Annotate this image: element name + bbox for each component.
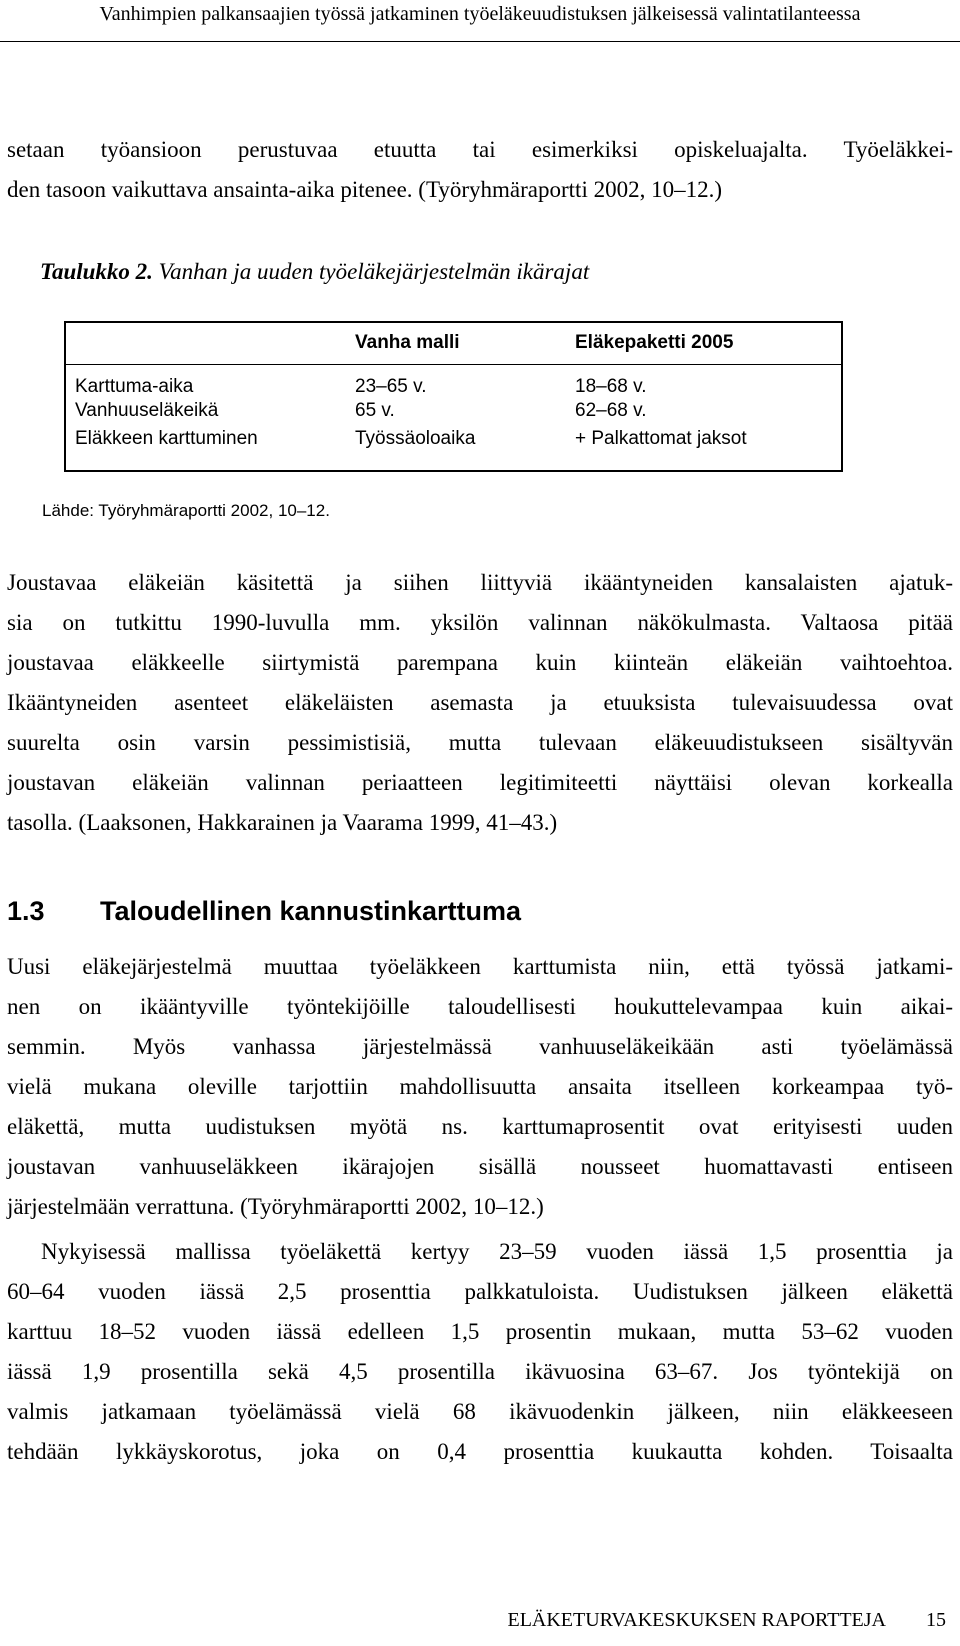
paragraph [7,1232,953,1472]
paragraph [7,947,953,1227]
text-line: joustavaa eläkkeelle siirtymistä parempana kuin kiinteän eläkeiän vaihtoehtoa. [7,650,953,675]
text-line: setaan työansioon perustuvaa etuutta tai esimerkiksi opiskeluajalta. Työeläkkei- [7,137,953,162]
section-heading [7,893,521,929]
page-number: 15 [926,1609,946,1631]
text-line: suurelta osin varsin pessimistisiä, mutta tulevaan eläkeuudistukseen sisältyvän [7,730,953,755]
table-header-rule [66,364,841,365]
text-line: valmis jatkamaan työelämässä vielä 68 ikävuodenkin jälkeen, niin eläkkeeseen [7,1399,953,1424]
text-line: Uusi eläkejärjestelmä muuttaa työeläkkeen karttumista niin, että työssä jatkami- [7,954,953,979]
text-line: 60–64 vuoden iässä 2,5 prosenttia palkkatuloista. Uudistuksen jälkeen eläkettä [7,1279,953,1304]
cell-old-value: 65 v. [355,400,395,421]
age-limits-table [64,321,843,472]
table-source: Lähde: Työryhmäraportti 2002, 10–12. [42,501,330,520]
text-line: vielä mukana oleville tarjottiin mahdollisuutta ansaita itselleen korkeampaa työ- [7,1074,953,1099]
paragraph [7,563,953,843]
publication-name: ELÄKETURVAKESKUKSEN RAPORTTEJA [507,1609,886,1631]
text-line: Nykyisessä mallissa työeläkettä kertyy 23–59 vuoden iässä 1,5 prosenttia ja [41,1239,953,1264]
text-line: iässä 1,9 prosentilla sekä 4,5 prosentilla ikävuosina 63–67. Jos työntekijä on [7,1359,953,1384]
column-header-pension-package-2005: Eläkepaketti 2005 [575,332,734,353]
text-line: den tasoon vaikuttava ansainta-aika pitenee. (Työryhmäraportti 2002, 10–12.) [7,177,722,202]
cell-new-value: 18–68 v. [575,376,647,397]
table-caption-title: Vanhan ja uuden työeläkejärjestelmän ikärajat [158,259,590,284]
text-line: Joustavaa eläkeiän käsitettä ja siihen liittyviä ikääntyneiden kansalaisten ajatuk- [7,570,953,595]
cell-new-value: + Palkattomat jaksot [575,428,747,449]
cell-old-value: Työssäoloaika [355,428,476,449]
text-line: tasolla. (Laaksonen, Hakkarainen ja Vaarama 1999, 41–43.) [7,810,558,835]
text-line: järjestelmään verrattuna. (Työryhmäraportti 2002, 10–12.) [7,1194,544,1219]
intro-paragraph [7,130,953,210]
text-line: joustavan vanhuuseläkkeen ikärajojen sisällä nousseet huomattavasti entiseen [7,1154,953,1179]
column-header-old-model: Vanha malli [355,332,460,353]
header-rule [0,41,960,42]
row-label: Vanhuuseläkeikä [75,400,219,421]
cell-old-value: 23–65 v. [355,376,427,397]
page-footer [507,1607,946,1633]
text-line: joustavan eläkeiän valinnan periaatteen legitimiteetti näyttäisi olevan korkealla [7,770,953,795]
section-number: 1.3 [7,896,45,926]
text-line: Ikääntyneiden asenteet eläkeläisten asemasta ja etuuksista tulevaisuudessa ovat [7,690,953,715]
text-line: eläkettä, mutta uudistuksen myötä ns. karttumaprosentit ovat erityisesti uuden [7,1114,953,1139]
text-line: nen on ikääntyville työntekijöille taloudellisesti houkuttelevampaa kuin aikai- [7,994,953,1019]
text-line: sia on tutkittu 1990-luvulla mm. yksilön valinnan näkökulmasta. Valtaosa pitää [7,610,953,635]
row-label: Karttuma-aika [75,376,194,397]
cell-new-value: 62–68 v. [575,400,647,421]
text-line: karttuu 18–52 vuoden iässä edelleen 1,5 prosentin mukaan, mutta 53–62 vuoden [7,1319,953,1344]
row-label: Eläkkeen karttuminen [75,428,258,449]
table-caption [40,257,589,287]
running-header: Vanhimpien palkansaajien työssä jatkaminen työeläkeuudistuksen jälkeisessä valintatilanteessa [99,3,861,25]
text-line: semmin. Myös vanhassa järjestelmässä vanhuuseläkeikään asti työelämässä [7,1034,953,1059]
section-title: Taloudellinen kannustinkarttuma [100,896,522,926]
text-line: tehdään lykkäyskorotus, joka on 0,4 prosenttia kuukautta kohden. Toisaalta [7,1439,953,1464]
table-caption-label: Taulukko 2. [40,259,153,284]
